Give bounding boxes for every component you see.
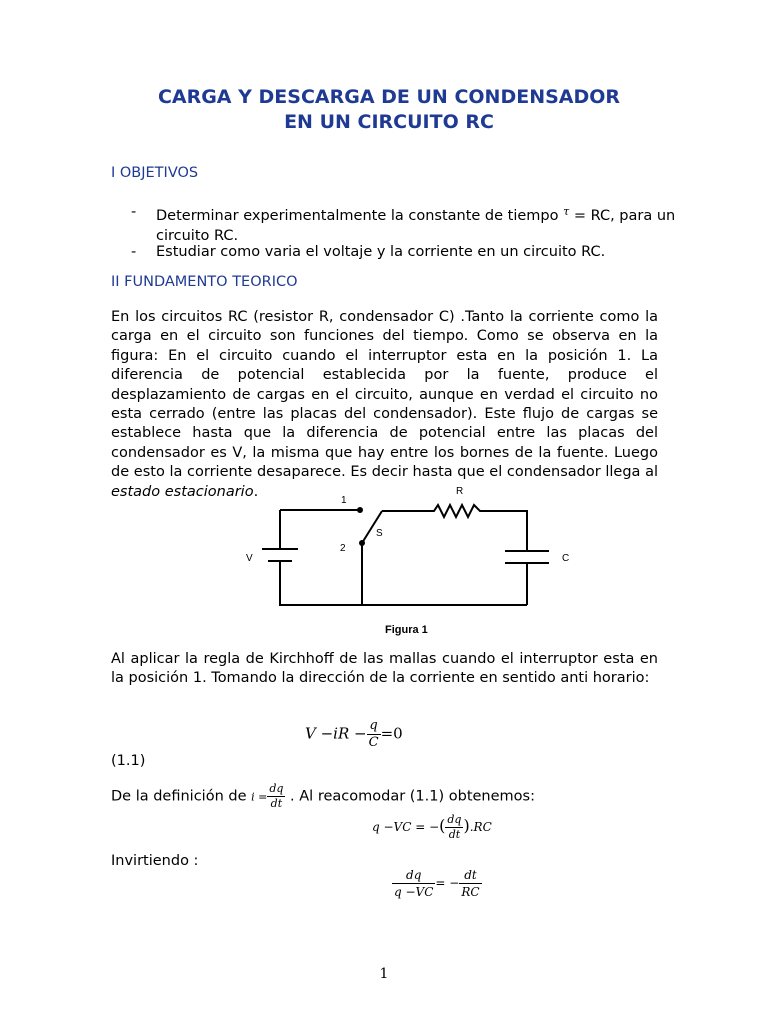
objective-text: Estudiar como varia el voltaje y la corriente en un circuito RC. — [156, 244, 606, 260]
objectives-heading: I OBJETIVOS — [111, 165, 199, 181]
page-title: CARGA Y DESCARGA DE UN CONDENSADOR EN UN CIRCUITO RC — [157, 86, 621, 133]
figure-caption: Figura 1 — [385, 624, 428, 636]
label-voltage: V — [246, 553, 253, 564]
definition-line: De la definición de i = $\frac{dq}{dt}$ . Al reacomodar (1.1) obtenemos: — [111, 782, 535, 810]
label-switch: S — [376, 528, 383, 539]
paragraph: Al aplicar la regla de Kirchhoff de las mallas cuando el interruptor esta en la posición 1. Tomando la dirección de la corriente en sentido anti horario: — [111, 651, 658, 687]
paragraph: En los circuitos RC (resistor R, condensador C) .Tanto la corriente como la carga en el circuito son funciones del tiempo. Como se observa en la figura: En el circuito cuando el interruptor esta en la posición 1. La diferencia de potencial establecida por la fuente, produce el desplazamiento de cargas en el circuito, aunque en verdad el circuito no esta cerrado (entre las placas del condensador). Este flujo de cargas se establece hasta que la diferencia de potencial entre las placas del condensador es V, la misma que hay entre los bornes de la fuente. Luego de esto la corriente desaparece. Es decir hasta que el condensador llega al estado estacionario. — [111, 309, 658, 500]
equation-2: q −VC = −( $\frac{dq}{dt}$ ).RC — [372, 813, 492, 841]
switch-contact-1 — [357, 507, 363, 513]
objective-text: Determinar experimentalmente la constante de tiempo $^\tau$ = RC, para un circuito RC. — [156, 205, 676, 244]
fundamento-heading: II FUNDAMENTO TEORICO — [111, 274, 298, 290]
switch-contact-2 — [359, 540, 365, 546]
label-capacitor: C — [562, 553, 570, 564]
rc-circuit-diagram — [240, 480, 600, 620]
emphasis: estado estacionario — [111, 483, 254, 500]
tau-symbol: τ — [563, 205, 570, 218]
label-position-2: 2 — [340, 543, 346, 554]
label-position-1: 1 — [341, 495, 347, 506]
inverting-label: Invirtiendo : — [111, 853, 199, 869]
label-resistor: R — [456, 486, 464, 497]
list-dash: - — [131, 244, 137, 260]
list-dash: - — [131, 204, 137, 220]
equation-label: (1.1) — [111, 753, 146, 769]
equation-1: V −iR − $\frac{q}{C}$ =0 — [305, 718, 403, 750]
equation-3: $\frac{dq}{q -VC}$ = − $\frac{dt}{RC}$ — [394, 868, 480, 899]
page-number: 1 — [379, 966, 389, 982]
